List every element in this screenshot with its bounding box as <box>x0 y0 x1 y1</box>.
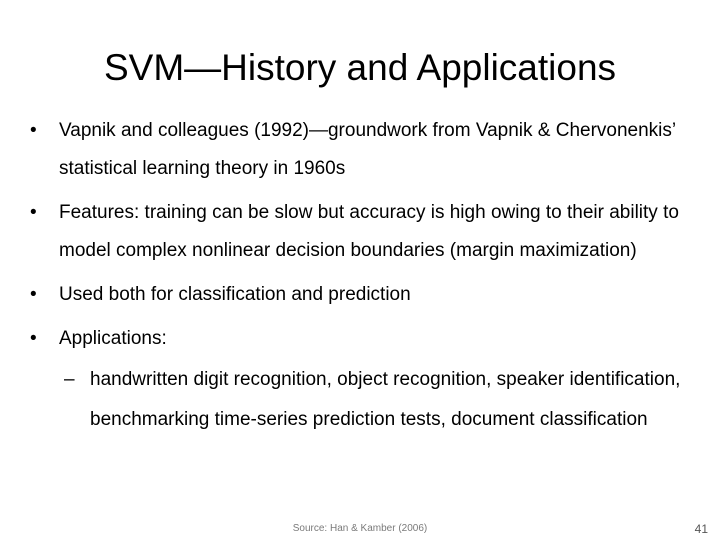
slide-title: SVM—History and Applications <box>103 47 617 88</box>
sub-bullet-list <box>59 360 690 440</box>
sub-bullet-text: handwritten digit recognition, object recognition, speaker identification, benchmarking time-series prediction tests, document classification <box>90 369 681 430</box>
bullet-text: Features: training can be slow but accuracy is high owing to their ability to model complex nonlinear decision boundaries (margin maximization) <box>59 202 679 261</box>
bullet-text: Vapnik and colleagues (1992)—groundwork from Vapnik & Chervonenkis’ statistical learning theory in 1960s <box>59 120 676 179</box>
source-citation: Source: Han & Kamber (2006) <box>292 523 428 534</box>
bullet-item <box>30 194 690 270</box>
bullet-list <box>30 112 690 446</box>
sub-bullet-marker: – <box>64 369 75 390</box>
bullet-item <box>30 276 690 314</box>
bullet-marker: • <box>30 120 37 141</box>
bullet-marker: • <box>30 202 37 223</box>
bullet-marker: • <box>30 328 37 349</box>
bullet-text: Used both for classification and prediction <box>59 284 411 305</box>
bullet-marker: • <box>30 284 37 305</box>
sub-bullet-item <box>59 360 690 440</box>
bullet-item <box>30 112 690 188</box>
bullet-text: Applications: <box>59 328 167 349</box>
page-number: 41 <box>694 522 708 536</box>
bullet-item <box>30 320 690 440</box>
